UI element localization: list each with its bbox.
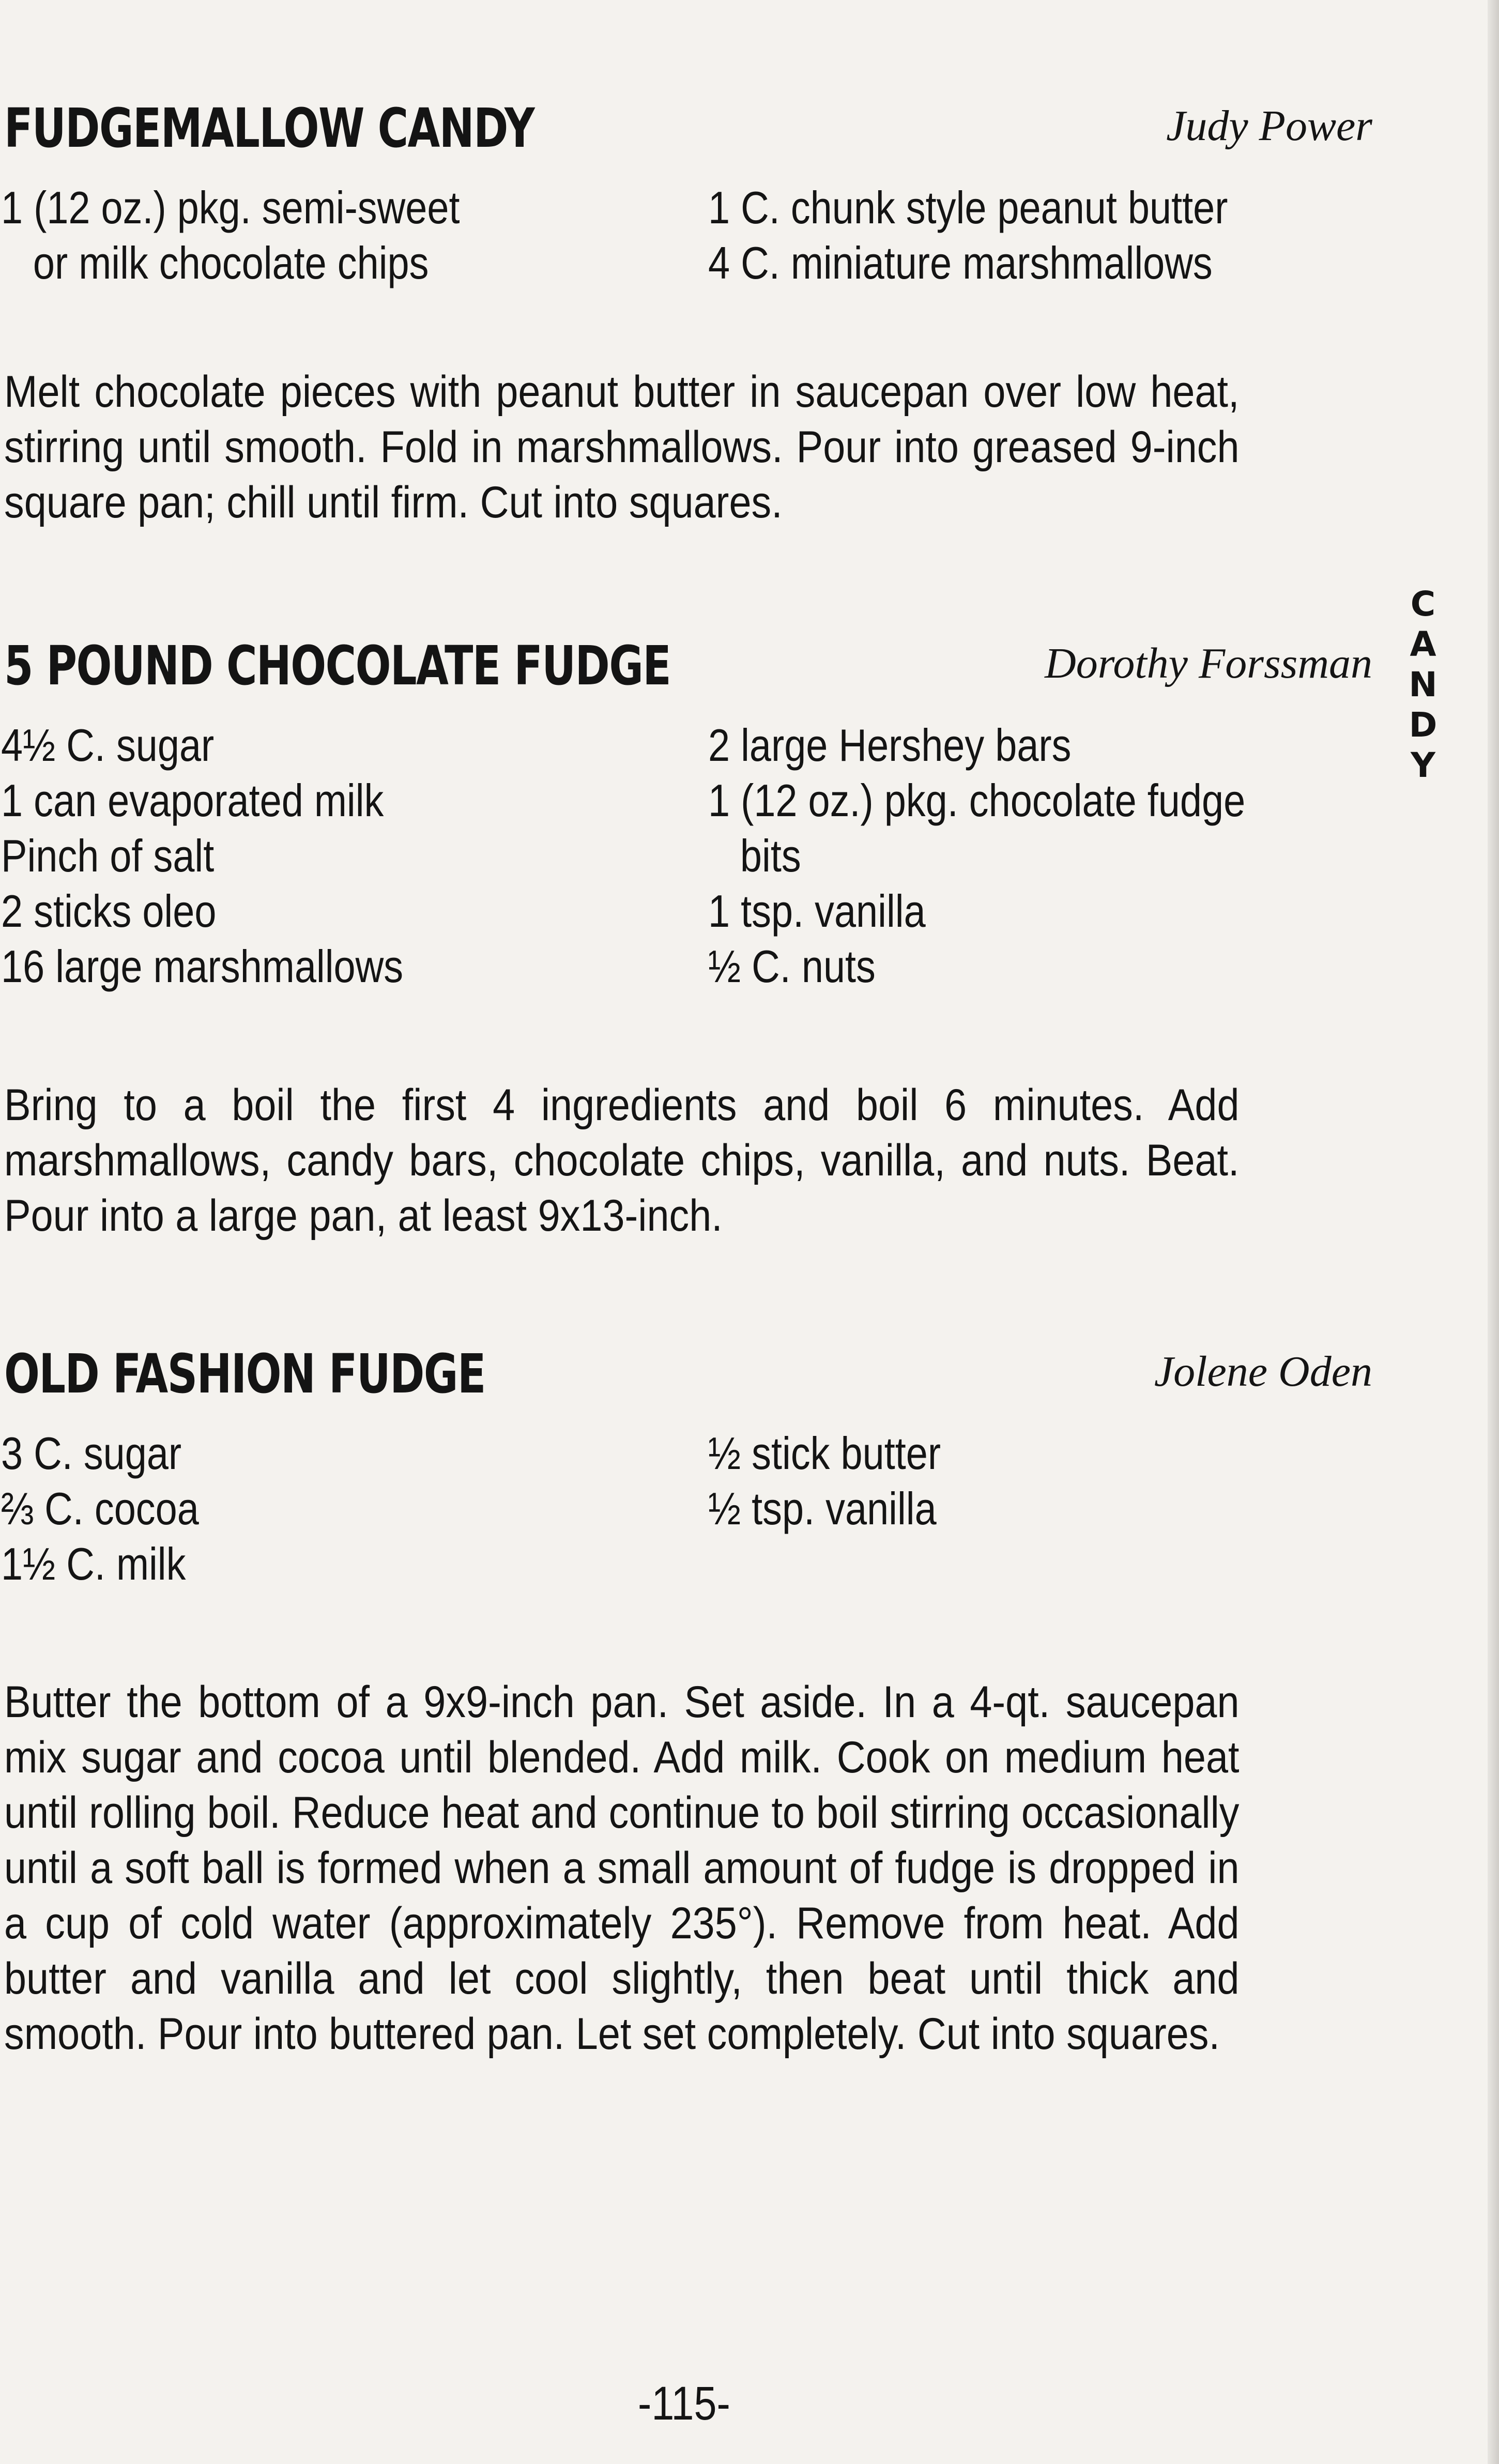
section-tab-letter: C: [1410, 584, 1436, 624]
page-number: -115-: [638, 2377, 730, 2430]
recipe-directions: Butter the bottom of a 9x9-inch pan. Set aside. In a 4-qt. saucepan mix sugar and cocoa until blended. Add milk. Cook on medium heat until rolling boil. Reduce heat and continue to boil stirring occasionally until a soft ball is formed when a small amount of fudge is dropped in a cup of cold water (approximately 235°). Remove from heat. Add butter and vanilla and let cool slightly, then beat until thick and smooth. Pour into buttered pan. Let set completely. Cut into squares.: [4, 1677, 1240, 2059]
ingredient: 2 sticks oleo: [1, 885, 217, 937]
recipe-author: Dorothy Forssman: [1045, 639, 1372, 687]
ingredient: 1 (12 oz.) pkg. semi-sweet: [1, 182, 460, 233]
section-tab-candy: [1405, 584, 1441, 786]
ingredient: Pinch of salt: [1, 830, 215, 881]
recipe-directions: Melt chocolate pieces with peanut butter in saucepan over low heat, stirring until smooth. Fold in marshmallows. Pour into greased 9-inch square pan; chill until firm. Cut into squares.: [4, 367, 1240, 527]
ingredient: 1 C. chunk style peanut butter: [708, 182, 1228, 233]
ingredient: bits: [740, 830, 801, 881]
ingredient: or milk chocolate chips: [33, 237, 429, 288]
ingredient: ½ stick butter: [708, 1428, 941, 1479]
ingredient-list: [0, 180, 1375, 290]
recipe-header: [0, 615, 1375, 697]
ingredient: 2 large Hershey bars: [708, 720, 1072, 771]
ingredient: 4½ C. sugar: [1, 720, 215, 771]
recipe-fudgemallow-candy: [0, 78, 1375, 290]
ingredients-left-column: [1, 1426, 231, 1591]
recipe-header: [0, 78, 1375, 160]
ingredient: 1 tsp. vanilla: [708, 885, 926, 937]
ingredient-list: [0, 1426, 1375, 1591]
ingredient: ½ C. nuts: [708, 941, 876, 992]
ingredients-left-column: [1, 717, 469, 994]
ingredient: 1 (12 oz.) pkg. chocolate fudge: [708, 775, 1246, 826]
recipe-author: Jolene Oden: [1154, 1348, 1372, 1396]
ingredient: ½ tsp. vanilla: [708, 1483, 937, 1534]
ingredients-right-column: [708, 717, 1333, 994]
section-tab-letter: N: [1409, 665, 1437, 705]
section-tab-letter: A: [1410, 624, 1436, 664]
recipe-title: 5 POUND CHOCOLATE FUDGE: [4, 634, 671, 697]
recipe-5-pound-chocolate-fudge: [0, 615, 1375, 994]
recipe-title: FUDGEMALLOW CANDY: [4, 97, 534, 160]
ingredients-right-column: [708, 1426, 978, 1536]
ingredient: 1½ C. milk: [1, 1538, 186, 1589]
recipe-old-fashion-fudge: [0, 1323, 1375, 1591]
recipe-header: [0, 1323, 1375, 1405]
ingredients-left-column: [1, 180, 534, 290]
section-tab-letter: D: [1409, 705, 1437, 745]
ingredient: ⅔ C. cocoa: [1, 1483, 199, 1534]
section-tab-letter: Y: [1411, 745, 1435, 785]
ingredient: 16 large marshmallows: [1, 941, 404, 992]
page-edge-shadow: [1488, 0, 1499, 2464]
ingredients-right-column: [708, 180, 1312, 290]
ingredient: 1 can evaporated milk: [1, 775, 384, 826]
ingredient: 4 C. miniature marshmallows: [708, 237, 1213, 288]
ingredient: 3 C. sugar: [1, 1428, 182, 1479]
ingredient-list: [0, 717, 1375, 994]
recipe-directions: Bring to a boil the first 4 ingredients and boil 6 minutes. Add marshmallows, candy bars, chocolate chips, vanilla, and nuts. Beat. Pour into a large pan, at least 9x13-inch.: [4, 1080, 1240, 1241]
recipe-author: Judy Power: [1166, 102, 1372, 150]
recipe-title: OLD FASHION FUDGE: [4, 1342, 485, 1405]
